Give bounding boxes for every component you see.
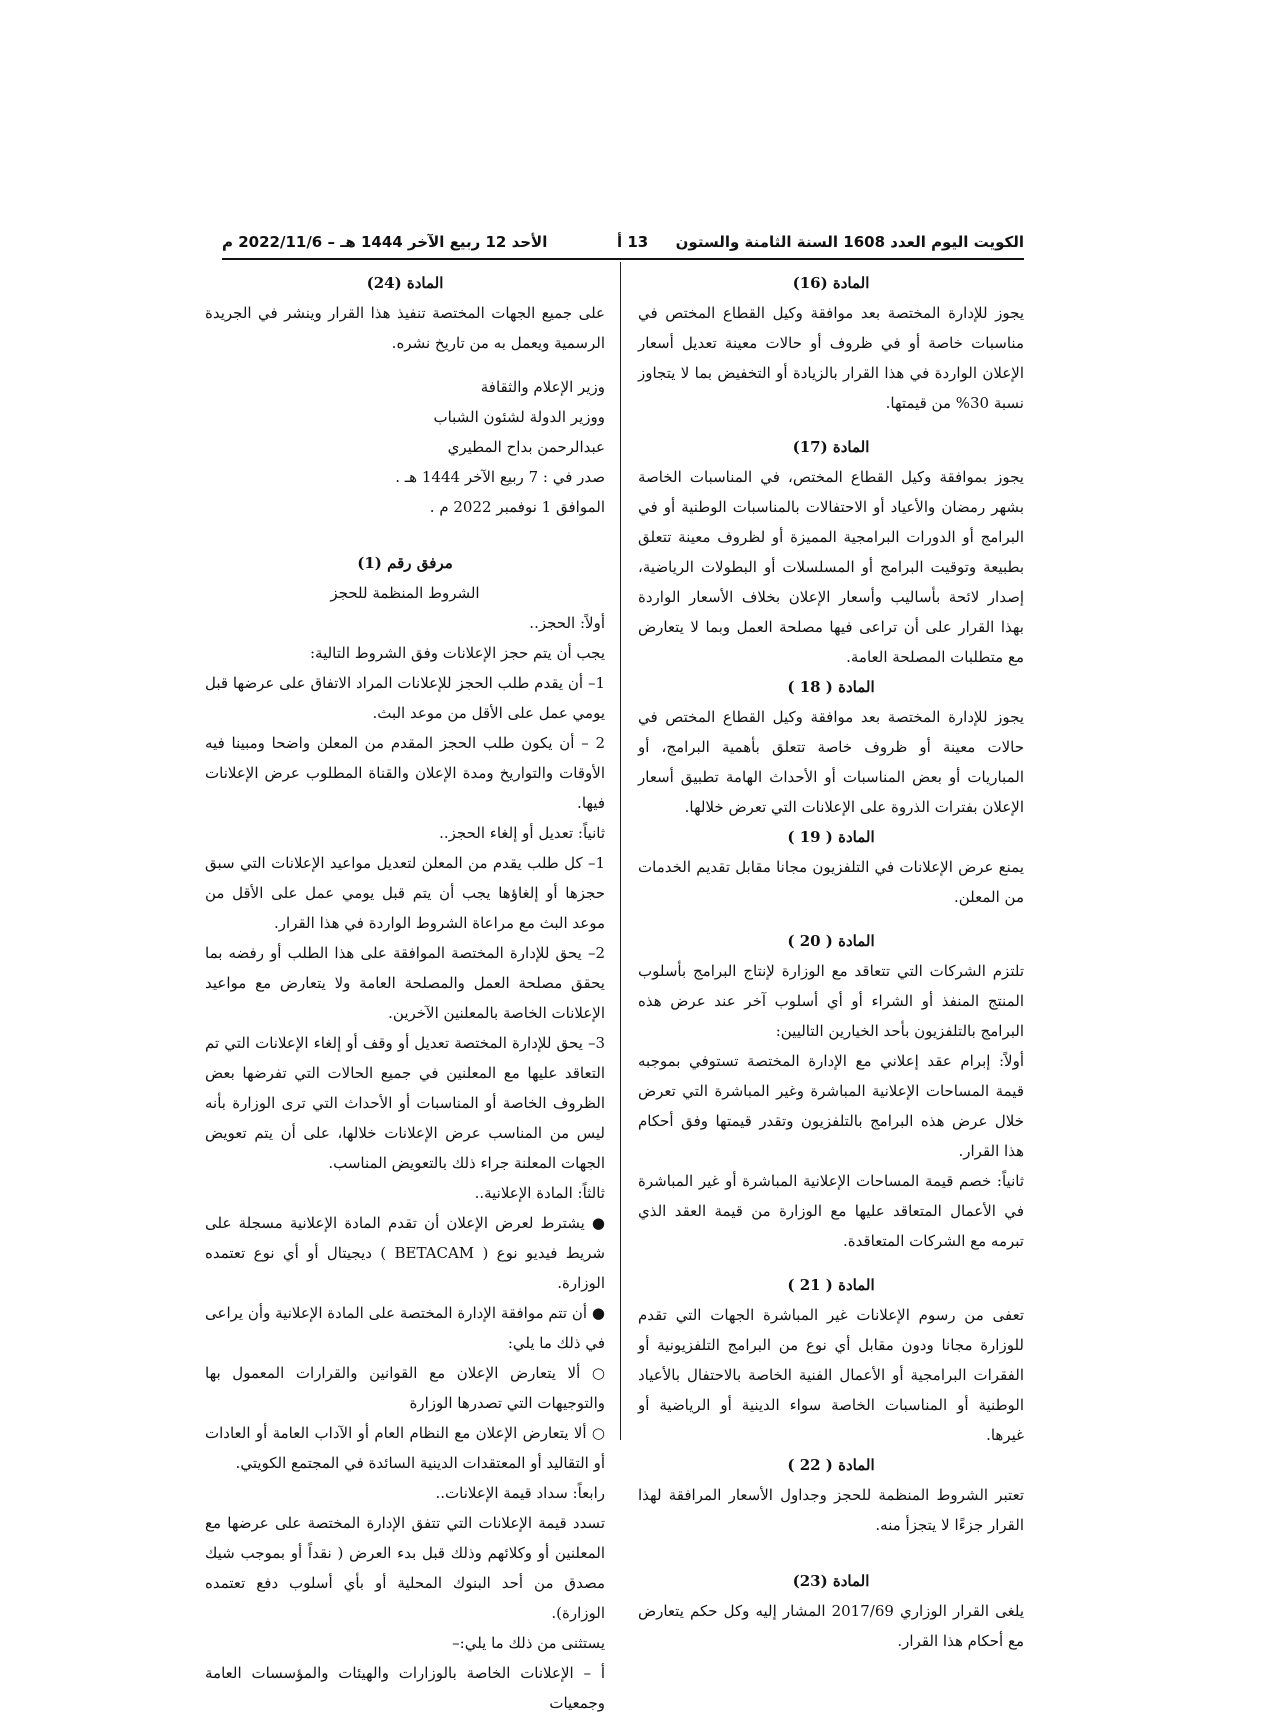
section-1-heading: أولاً: الحجز..: [529, 614, 605, 632]
article-20-option-1: أولاً: إبرام عقد إعلاني مع الإدارة المختصة تستوفي بموجبه قيمة المساحات الإعلانية المباشرة وغير المباشرة التي تعرض خلال عرض هذه البرامج بالتلفزيون وتقدر قيمتها وفق أحكام هذا القرار.: [638, 1052, 1024, 1160]
page-number: 13 أ: [617, 233, 649, 251]
issued-date-gregorian: الموافق 1 نوفمبر 2022 م .: [429, 498, 605, 516]
issue-date: الأحد 12 ربيع الآخر 1444 هـ – 2022/11/6 م: [222, 233, 548, 251]
section-4-item-a: أ – الإعلانات الخاصة بالوزارات والهيئات والمؤسسات العامة وجمعيات: [205, 1664, 605, 1712]
section-1-item-2: 2 – أن يكون طلب الحجز المقدم من المعلن واضحا ومبينا فيه الأوقات والتواريخ ومدة الإعلان والقناة المطلوب عرض الإعلانات فيها.: [205, 734, 605, 812]
column-divider: [620, 262, 621, 1440]
annex-subtitle: الشروط المنظمة للحجز: [330, 584, 480, 602]
minister-title: وزير الإعلام والثقافة: [480, 378, 605, 396]
section-3-sub-1: ○ ألا يتعارض الإعلان مع القوانين والقرارات المعمول بها والتوجيهات التي تصدرها الوزارة: [205, 1364, 605, 1412]
article-21-title: المادة ( 21 ): [787, 1276, 875, 1294]
publication-issue: الكويت اليوم العدد 1608 السنة الثامنة والستون: [675, 233, 1024, 251]
section-3-heading: ثالثاً: المادة الإعلانية..: [474, 1184, 605, 1202]
article-20-title: المادة ( 20 ): [787, 932, 875, 950]
annex-title: مرفق رقم (1): [357, 554, 453, 572]
minister-title-2: ووزير الدولة لشئون الشباب: [433, 408, 605, 426]
article-16-title: المادة (16): [792, 274, 870, 292]
article-23-title: المادة (23): [792, 1572, 870, 1590]
article-20-option-2: ثانياً: خصم قيمة المساحات الإعلانية المباشرة أو غير المباشرة في الأعمال المتعاقد عليها مع الوزارة من قيمة العقد الذي تبرمه مع الشركات المتعاقدة.: [638, 1172, 1024, 1250]
article-20-text: تلتزم الشركات التي تتعاقد مع الوزارة لإنتاج البرامج بأسلوب المنتج المنفذ أو الشراء أو أي أسلوب آخر عند عرض هذه البرامج بالتلفزيون بأحد الخيارين التاليين:: [638, 962, 1024, 1040]
article-22-text: تعتبر الشروط المنظمة للحجز وجداول الأسعار المرافقة لهذا القرار جزءًا لا يتجزأ منه.: [638, 1486, 1024, 1534]
section-3-sub-2: ○ ألا يتعارض الإعلان مع النظام العام أو الآداب العامة أو العادات أو التقاليد أو المعتقدات الدينية السائدة في المجتمع الكويتي.: [205, 1424, 605, 1472]
article-18-text: يجوز للإدارة المختصة بعد موافقة وكيل القطاع المختص في حالات معينة أو ظروف خاصة تتعلق بأهمية البرامج، أو المباريات أو بعض المناسبات أو الأحداث الهامة تطبيق أسعار الإعلان بفترات الذروة على الإعلانات التي تعرض خلالها.: [638, 708, 1024, 816]
section-4-exception: يستثنى من ذلك ما يلي:–: [452, 1634, 605, 1652]
article-16-text: يجوز للإدارة المختصة بعد موافقة وكيل القطاع المختص في مناسبات خاصة أو في ظروف أو حالات معينة تعديل أسعار الإعلان الواردة في هذا القرار بالزيادة أو التخفيض بما لا يتجاوز نسبة 30% من قيمتها.: [638, 304, 1024, 412]
header-rule: [222, 258, 1024, 260]
article-19-text: يمنع عرض الإعلانات في التلفزيون مجانا مقابل تقديم الخدمات من المعلن.: [638, 858, 1024, 906]
article-18-title: المادة ( 18 ): [787, 678, 875, 696]
right-column: [638, 268, 1024, 1656]
article-21-text: تعفى من رسوم الإعلانات غير المباشرة الجهات التي تقدم للوزارة مجانا ودون مقابل أي نوع من البرامج التلفزيونية أو الفقرات البرامجية أو الأعمال الفنية الخاصة بالاحتفال بالأعياد الوطنية أو المناسبات الخاصة سواء الدينية أو الرياضية أو غيرها.: [638, 1306, 1024, 1444]
section-4-text: تسدد قيمة الإعلانات التي تتفق الإدارة المختصة على عرضها مع المعلنين أو وكلائهم وذلك قبل بدء العرض ( نقداً أو بموجب شيك مصدق من أحد البنوك المحلية أو بأي أسلوب دفع تعتمده الوزارة).: [205, 1514, 605, 1622]
article-19-title: المادة ( 19 ): [787, 828, 875, 846]
article-17-title: المادة (17): [792, 438, 870, 456]
left-column: [205, 268, 605, 1718]
minister-name: عبدالرحمن بداح المطيري: [447, 438, 605, 456]
section-3-bullet-1: ● يشترط لعرض الإعلان أن تقدم المادة الإعلانية مسجلة على شريط فيديو نوع ( BETACAM ) ديجيتال أو أي نوع تعتمده الوزارة.: [205, 1214, 605, 1292]
article-23-text: يلغى القرار الوزاري 2017/69 المشار إليه وكل حكم يتعارض مع أحكام هذا القرار.: [638, 1602, 1024, 1650]
section-1-intro: يجب أن يتم حجز الإعلانات وفق الشروط التالية:: [309, 644, 605, 662]
page-header: [222, 228, 1024, 258]
article-24-text: على جميع الجهات المختصة تنفيذ هذا القرار وينشر في الجريدة الرسمية ويعمل به من تاريخ نشره.: [205, 304, 605, 352]
article-24-title: المادة (24): [366, 274, 444, 292]
section-1-item-1: 1– أن يقدم طلب الحجز للإعلانات المراد الاتفاق على عرضها قبل يومي عمل على الأقل من موعد البث.: [205, 674, 605, 722]
section-4-heading: رابعاً: سداد قيمة الإعلانات..: [435, 1484, 605, 1502]
section-2-item-1: 1– كل طلب يقدم من المعلن لتعديل مواعيد الإعلانات التي سبق حجزها أو إلغاؤها يجب أن يتم قبل يومي عمل على الأقل من موعد البث مع مراعاة الشروط الواردة في هذا القرار.: [205, 854, 605, 932]
section-2-heading: ثانياً: تعديل أو إلغاء الحجز..: [439, 824, 605, 842]
section-2-item-3: 3– يحق للإدارة المختصة تعديل أو وقف أو إلغاء الإعلانات التي تم التعاقد عليها مع المعلنين في جميع الحالات التي تفرضها بعض الظروف الخاصة أو المناسبات أو الأحداث التي ترى الوزارة بأنه ليس من المناسب عرض الإعلانات خلالها، على أن يتم تعويض الجهات المعلنة جراء ذلك بالتعويض المناسب.: [205, 1034, 605, 1172]
issued-date-hijri: صدر في : 7 ربيع الآخر 1444 هـ .: [395, 468, 605, 486]
article-17-text: يجوز بموافقة وكيل القطاع المختص، في المناسبات الخاصة بشهر رمضان والأعياد أو الاحتفالات بالمناسبات الوطنية أو في البرامج أو الدورات البرامجية المميزة أو لظروف معينة تتعلق بطبيعة وتوقيت البرامج أو المسلسلات أو البطولات الرياضية، إصدار لائحة بأساليب وأسعار الإعلان بخلاف الأسعار الواردة بهذا القرار على أن تراعى فيها مصلحة العمل وبما لا يتعارض مع متطلبات المصلحة العامة.: [638, 468, 1024, 666]
article-22-title: المادة ( 22 ): [787, 1456, 875, 1474]
section-3-bullet-2: ● أن تتم موافقة الإدارة المختصة على المادة الإعلانية وأن يراعى في ذلك ما يلي:: [205, 1304, 605, 1352]
section-2-item-2: 2– يحق للإدارة المختصة الموافقة على هذا الطلب أو رفضه بما يحقق مصلحة العمل والمصلحة العامة ولا يتعارض مع مواعيد الإعلانات الخاصة بالمعلنين الآخرين.: [205, 944, 605, 1022]
